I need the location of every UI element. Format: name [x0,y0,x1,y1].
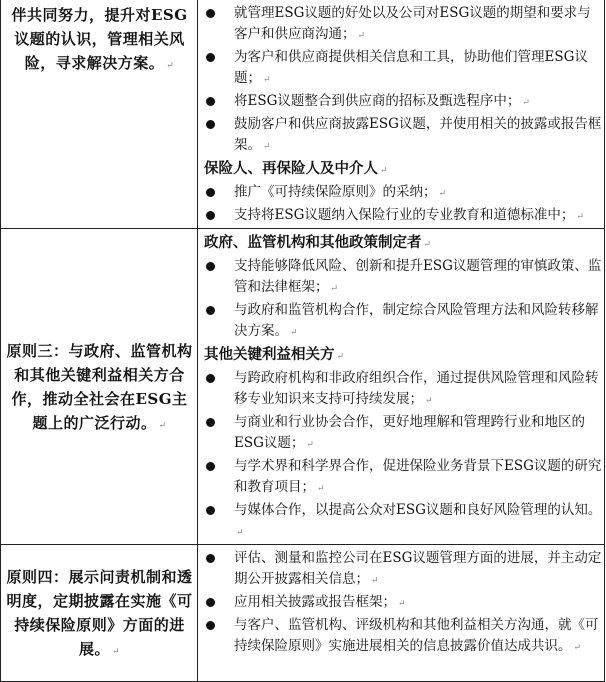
group-heading: 其他关键利益相关方 ↵ [204,346,345,363]
bullet-icon [206,306,215,315]
list-item: 支持能够降低风险、创新和提升ESG议题管理的审慎政策、监管和法律框架； ↵ [204,256,602,300]
group-heading: 保险人、再保险人及中介人 ↵ [204,160,388,177]
list-item: 与跨政府机构和非政府组织合作，通过提供风险管理和风险转移专业知识来支持可持续发展； ↵ [204,368,602,412]
list-item: 评估、测量和监控公司在ESG议题管理方面的进展，并主动定期公开披露相关信息； ↵ [204,548,602,592]
bullet-list [204,368,602,544]
bullet-icon [206,621,215,630]
list-item: 应用相关披露或报告框架； ↵ [204,592,602,615]
bullet-icon [206,374,215,383]
list-item: 支持将ESG议题纳入保险行业的专业教育和道德标准中； ↵ [204,205,602,228]
paragraph-mark-icon: ↵ [111,647,121,657]
principle-cell [1,229,198,545]
principle-text: 伴共同努力，提升对ESG议题的认识，管理相关风险，寻求解决方案。 [11,6,188,72]
table-row [1,0,605,229]
actions-cell [198,229,605,545]
bullet-icon [206,97,215,106]
principle-text: 原则四：展示问责机制和透明度，定期披露在实施《可持续保险原则》方面的进展。 [6,568,193,658]
bullet-icon [206,120,215,129]
list-item: 与学术界和科学界合作，促进保险业务背景下ESG议题的研究和教育项目； ↵ [204,456,602,500]
list-item: 与客户、监管机构、评级机构和其他利益相关方沟通，就《可持续保险原则》实施进展相关的信息披露价值达成共识。 ↵ [204,615,602,659]
bullet-list [204,182,602,228]
bullet-icon [206,53,215,62]
principle-cell [1,0,198,229]
bullet-icon [206,262,215,271]
list-item: 将ESG议题整合到供应商的招标及甄选程序中； ↵ [204,91,602,114]
bullet-icon [206,506,215,515]
list-item: 推广《可持续保险原则》的采纳； ↵ [204,182,602,205]
group-heading: 政府、监管机构和其他政策制定者 ↵ [204,234,432,251]
table-row [1,229,605,545]
bullet-icon [206,9,215,18]
bullet-icon [206,418,215,427]
bullet-icon [206,598,215,607]
list-item: 与商业和行业协会合作，更好地理解和管理跨行业和地区的ESG议题； ↵ [204,412,602,456]
list-item: 鼓励客户和供应商披露ESG议题，并使用相关的披露或报告框架。 ↵ [204,114,602,158]
principle-text: 原则三：与政府、监管机构和其他关键利益相关方合作，推动全社会在ESG主题上的广泛行动。 [6,341,193,432]
list-item: 为客户和供应商提供相关信息和工具，协助他们管理ESG议题； ↵ [204,47,602,91]
bullet-list [204,3,602,158]
list-item: 就管理ESG议题的好处以及公司对ESG议题的期望和要求与客户和供应商沟通； ↵ [204,3,602,47]
paragraph-mark-icon: ↵ [166,61,175,71]
bullet-list [204,548,602,659]
bullet-icon [206,554,215,563]
bullet-icon [206,211,215,220]
paragraph-mark-icon: ↵ [158,420,167,431]
bullet-icon [206,188,215,197]
bullet-list [204,256,602,344]
list-item: 与政府和监管机构合作，制定综合风险管理方法和风险转移解决方案。 ↵ [204,300,602,344]
bullet-icon [206,462,215,471]
actions-cell [198,0,605,229]
list-item: 与媒体合作，以提高公众对ESG议题和良好风险管理的认知。↵ [204,500,602,544]
